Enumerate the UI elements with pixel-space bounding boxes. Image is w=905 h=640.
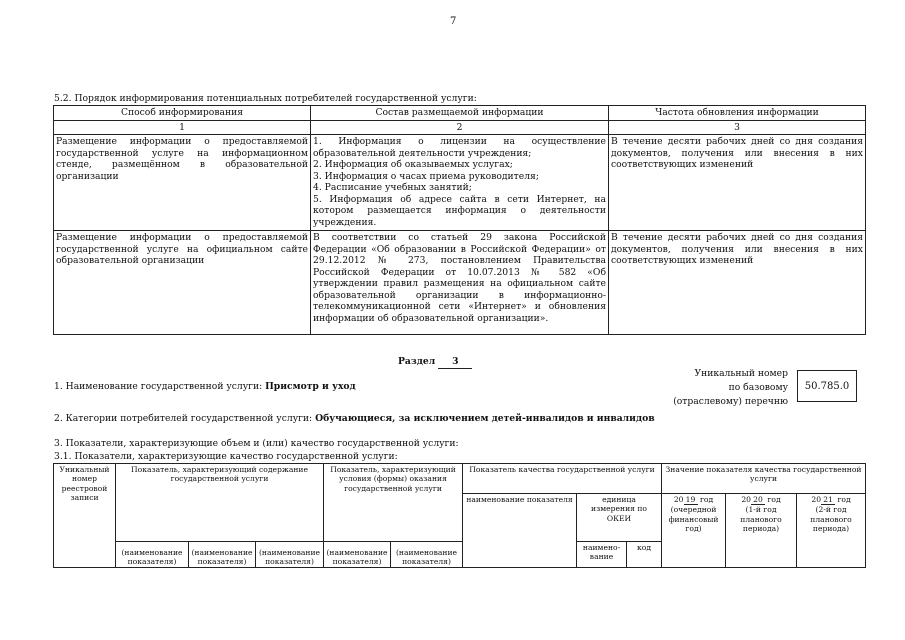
- row1-content-line: 2. Информация об оказываемых услугах;: [313, 159, 513, 170]
- col-value: Значение показателя качества государственной услуги: [662, 464, 866, 494]
- header-frequency: Частота обновления информации: [609, 106, 866, 121]
- service-name: [54, 381, 356, 393]
- col-year-3: [797, 494, 866, 568]
- section-5-2-heading: 5.2. Порядок информирования потенциальных потребителей государственной услуги:: [54, 93, 477, 104]
- content-param-3: (наименование показателя): [256, 542, 324, 568]
- consumer-categories: [54, 413, 655, 425]
- unique-number-line: Уникальный номер: [694, 368, 788, 379]
- section-label: Раздел: [398, 356, 436, 367]
- year-2-desc: (1-й год планового периода): [740, 505, 782, 533]
- quality-indicators-heading: 3.1. Показатели, характеризующие качество государственной услуги:: [54, 451, 398, 462]
- quality-table: [53, 463, 866, 568]
- col-year-1: [662, 494, 726, 568]
- row1-content-line: 4. Расписание учебных занятий;: [313, 182, 472, 193]
- consumer-categories-label: 2. Категории потребителей государственной услуги:: [54, 413, 316, 424]
- year-3-prefix: 20: [811, 495, 822, 504]
- year-1-desc: (очередной финансовый год): [668, 505, 719, 533]
- informing-table: [53, 105, 866, 335]
- indicators-heading: 3. Показатели, характеризующие объем и (или) качество государственной услуги:: [54, 438, 459, 449]
- unique-number-line: (отраслевому) перечню: [673, 395, 788, 407]
- row1-content-line: 5. Информация об адресе сайта в сети Интернет, на котором размещается информация о деятельности учреждения.: [313, 193, 606, 228]
- row2-method: Размещение информации о предоставляемой государственной услуге на официальном сайте образовательной организации: [54, 231, 311, 335]
- year-1-suffix: год: [699, 495, 714, 504]
- content-param-1: (наименование показателя): [116, 542, 189, 568]
- content-param-2: (наименование показателя): [189, 542, 256, 568]
- header-num-1: 1: [54, 120, 311, 135]
- year-1-prefix: 20: [673, 495, 684, 504]
- year-2-prefix: 20: [741, 495, 752, 504]
- col-conditions: Показатель, характеризующий условия (формы) оказания государственной услуги: [324, 464, 463, 542]
- col-quality: Показатель качества государственной услуги: [463, 464, 662, 494]
- row1-content-line: 1. Информация о лицензии на осуществление образовательной деятельности учреждения;: [313, 136, 606, 159]
- row1-content-line: 3. Информация о часах приема руководителя;: [313, 170, 539, 182]
- col-unit-name: наимено-вание: [577, 542, 627, 568]
- row1-method: Размещение информации о предоставляемой государственной услуге на информационном стенде, размещённом в образовательной организации: [54, 135, 311, 231]
- year-2-suffix: год: [767, 495, 781, 504]
- row2-frequency: В течение десяти рабочих дней со дня создания документов, получения или внесения в них соответствующих изменений: [609, 231, 866, 335]
- col-unique-number: Уникальный номер реестровой записи: [54, 464, 116, 568]
- page-number: 7: [450, 16, 457, 27]
- year-3-desc: (2-й год планового периода): [810, 505, 852, 533]
- table-row: [54, 231, 866, 335]
- section-title: [398, 356, 472, 369]
- row2-content: В соответствии со статьей 29 закона Российской Федерации «Об образовании в Российской Федерации» от 29.12.2012 № 273, постановлением Правительства Российской Федерации от 10.07.2013 № 582 «Об утверждении правил размещения на официальном сайте образовательной организации в информационно-телекоммуникационной сети «Интернет» и обновления информации об образовательной организации».: [311, 231, 609, 335]
- consumer-categories-value: Обучающиеся, за исключением детей-инвалидов и инвалидов: [315, 413, 655, 424]
- condition-param-1: (наименование показателя): [324, 542, 391, 568]
- year-3-value: 21: [821, 495, 835, 505]
- service-name-label: 1. Наименование государственной услуги:: [54, 381, 266, 392]
- col-unit: единица измерения по ОКЕИ: [577, 494, 662, 542]
- year-2-value: 20: [751, 495, 765, 505]
- col-content: Показатель, характеризующий содержание государственной услуги: [116, 464, 324, 542]
- col-indicator-name: наименование показателя: [463, 494, 577, 568]
- table-row: [54, 135, 866, 231]
- header-content: Состав размещаемой информации: [311, 106, 609, 121]
- year-1-value: 19: [684, 495, 698, 505]
- condition-param-2: (наименование показателя): [391, 542, 463, 568]
- header-num-3: 3: [609, 120, 866, 135]
- header-method: Способ информирования: [54, 106, 311, 121]
- col-year-2: [726, 494, 797, 568]
- row1-frequency: В течение десяти рабочих дней со дня создания документов, получения или внесения в них соответствующих изменений: [609, 135, 866, 231]
- row1-content: [311, 135, 609, 231]
- unique-number-label: [640, 367, 788, 408]
- service-name-value: Присмотр и уход: [265, 381, 356, 392]
- section-number: 3: [438, 356, 472, 369]
- unique-number-line: по базовому: [728, 381, 788, 393]
- col-unit-code: код: [627, 542, 662, 568]
- year-3-suffix: год: [837, 495, 851, 504]
- unique-number-box: 50.785.0: [797, 370, 857, 402]
- header-num-2: 2: [311, 120, 609, 135]
